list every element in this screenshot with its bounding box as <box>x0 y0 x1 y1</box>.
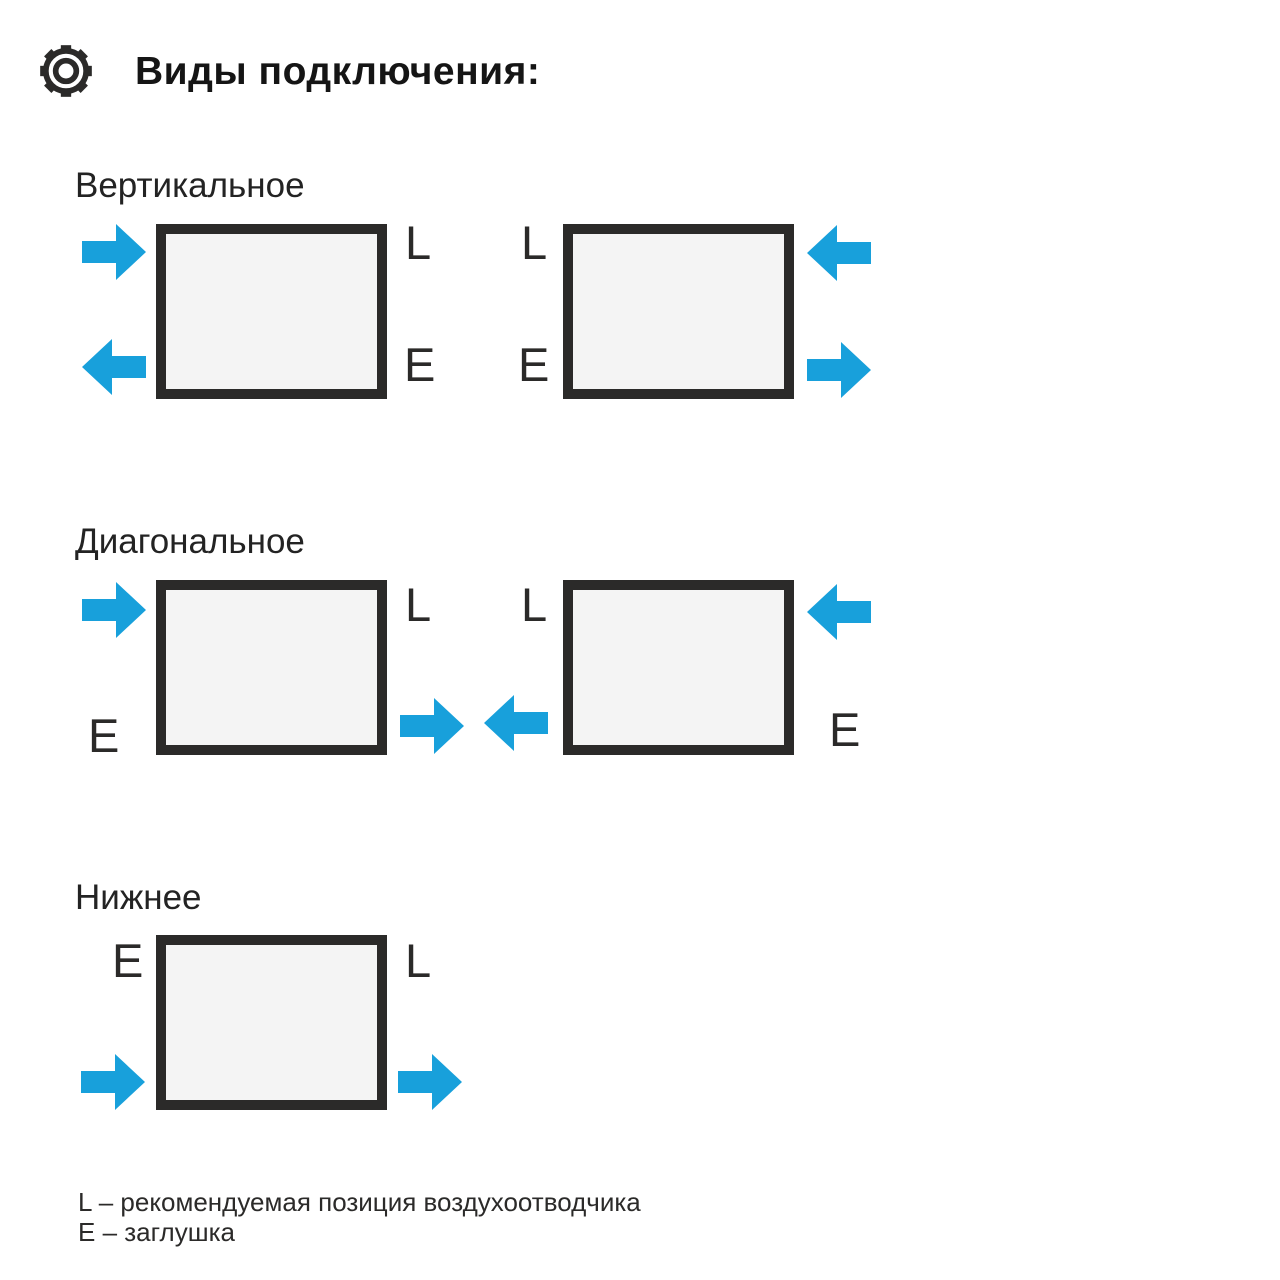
outlet-arrow-left-icon <box>484 695 548 751</box>
radiator-box <box>563 224 794 399</box>
port-label-plug: E <box>112 934 144 987</box>
inlet-arrow-right-icon <box>82 224 146 280</box>
page-title: Виды подключения: <box>135 50 541 93</box>
outlet-arrow-right-icon <box>807 342 871 398</box>
outlet-arrow-right-icon <box>398 1054 462 1110</box>
outlet-arrow-right-icon <box>400 698 464 754</box>
legend-air-vent: L – рекомендуемая позиция воздухоотводчика <box>78 1187 641 1217</box>
gear-icon <box>35 40 97 102</box>
port-label-air-vent: L <box>405 934 432 987</box>
section-heading-vertical: Вертикальное <box>75 166 305 205</box>
inlet-arrow-right-icon <box>82 582 146 638</box>
radiator-box <box>156 580 387 755</box>
port-label-air-vent: L <box>521 578 548 631</box>
legend-plug: E – заглушка <box>78 1217 235 1247</box>
port-label-plug: E <box>829 703 861 756</box>
port-label-plug: E <box>404 338 436 391</box>
section-heading-diagonal: Диагональное <box>75 522 305 561</box>
port-label-air-vent: L <box>405 578 432 631</box>
port-label-plug: E <box>88 709 120 762</box>
section-heading-bottom: Нижнее <box>75 878 202 917</box>
inlet-arrow-left-icon <box>807 225 871 281</box>
port-label-air-vent: L <box>405 216 432 269</box>
inlet-arrow-left-icon <box>807 584 871 640</box>
port-label-plug: E <box>518 338 550 391</box>
radiator-box <box>563 580 794 755</box>
inlet-arrow-right-icon <box>81 1054 145 1110</box>
outlet-arrow-left-icon <box>82 339 146 395</box>
radiator-box <box>156 224 387 399</box>
radiator-box <box>156 935 387 1110</box>
port-label-air-vent: L <box>521 216 548 269</box>
